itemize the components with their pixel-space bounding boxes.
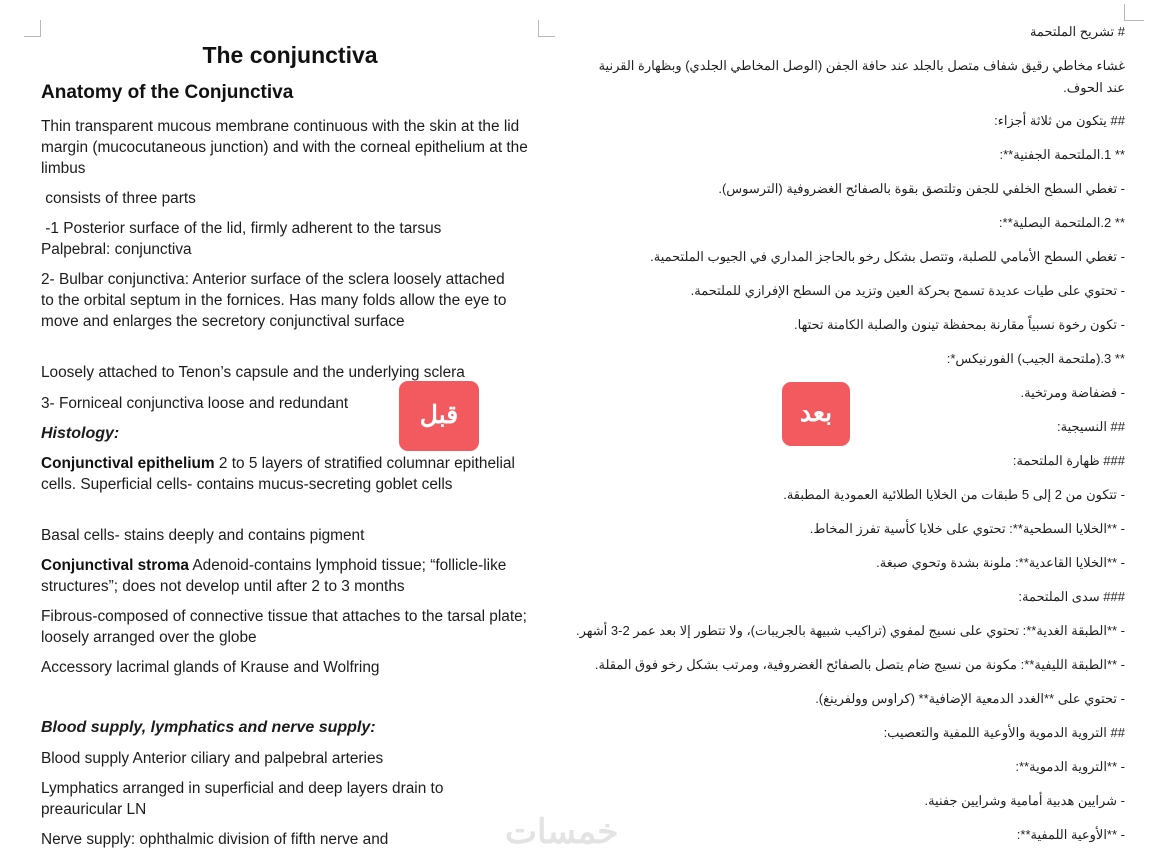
after-badge: بعد — [782, 382, 850, 446]
paragraph-blood: Blood supply Anterior ciliary and palpebral arteries — [41, 750, 384, 767]
paragraph-stroma — [41, 556, 531, 598]
paragraph-intro: Thin transparent mucous membrane continuous with the skin at the lid margin (mucocutaneous junction) and with the corneal epithelium at the limbus — [41, 118, 528, 177]
ar-line: - تحتوي على **الغدد الدمعية الإضافية** (كراوس وولفرينغ). — [815, 691, 1125, 706]
ar-line: - **التروية الدموية**: — [1015, 759, 1125, 774]
paragraph-lymphatics: Lymphatics arranged in superficial and deep layers drain to preauricular LN — [41, 780, 444, 818]
paragraph-epithelium — [41, 454, 541, 496]
ar-line: ### ظهارة الملتحمة: — [1012, 453, 1125, 468]
ar-line: - **الطبقة الغدية**: تحتوي على نسيج لمفوي (تراكيب شبيهة بالجريبات)، ولا تتطور إلا بعد عمر 2-3 أشهر. — [576, 623, 1125, 638]
ar-line: ** 2.الملتحمة البصلية**: — [998, 215, 1125, 230]
ar-line: - شرايين هدبية أمامية وشرايين جفنية. — [924, 793, 1125, 808]
histology-heading: Histology: — [41, 425, 120, 442]
ar-line: ## التروية الدموية والأوعية اللمفية والتعصيب: — [883, 725, 1125, 740]
paragraph-bulbar: 2- Bulbar conjunctiva: Anterior surface of the sclera loosely attached to the orbital septum in the fornices. Has many folds allow the eye to move and enlarges the secretory conjunctival surface — [41, 271, 507, 330]
ar-line: ** 3.(ملتحمة الجيب) الفورنيكس*: — [946, 351, 1125, 366]
epithelium-term: Conjunctival epithelium — [41, 455, 215, 472]
anatomy-heading: Anatomy of the Conjunctiva — [41, 82, 294, 103]
ar-line: - **الخلايا السطحية**: تحتوي على خلايا كأسية تفرز المخاط. — [809, 521, 1125, 536]
paragraph-forniceal: 3- Forniceal conjunctiva loose and redundant — [41, 395, 349, 412]
stroma-text: Adenoid-contains lymphoid tissue; “follicle-like structures”; does not develop until after 2 to 3 months — [41, 557, 507, 595]
paragraph-tenon: Loosely attached to Tenon’s capsule and the underlying sclera — [41, 364, 465, 381]
paragraph-fibrous: Fibrous-composed of connective tissue that attaches to the tarsal plate; loosely arranged over the globe — [41, 608, 527, 646]
blood-supply-heading: Blood supply, lymphatics and nerve supply: — [41, 719, 376, 736]
paragraph-nerve: Nerve supply: ophthalmic division of fifth nerve and — [41, 831, 389, 848]
ar-line: - تكون رخوة نسبياً مقارنة بمحفظة تينون والصلبة الكامنة تحتها. — [794, 317, 1125, 332]
ar-line: - تغطي السطح الخلفي للجفن وتلتصق بقوة بالصفائح الغضروفية (الترسوس). — [718, 181, 1125, 196]
paragraph-parts: consists of three parts — [41, 190, 196, 207]
ar-line: ## يتكون من ثلاثة أجزاء: — [994, 113, 1125, 128]
ar-line: ## النسيجية: — [1057, 419, 1125, 434]
stroma-term: Conjunctival stroma — [41, 557, 189, 574]
ar-line: ** 1.الملتحمة الجفنية**: — [999, 147, 1125, 162]
ar-line: غشاء مخاطي رقيق شفاف متصل بالجلد عند حافة الجفن (الوصل المخاطي الجلدي) وبظهارة القرنية عند الحوف. — [598, 58, 1125, 95]
ar-line: - فضفاضة ومرتخية. — [1020, 385, 1125, 400]
epithelium-text: 2 to 5 layers of stratified columnar epithelial cells. Superficial cells- contains mucus-secreting goblet cells — [41, 455, 515, 493]
ar-line: - **الأوعية اللمفية**: — [1016, 827, 1125, 842]
ar-line: - تغطي السطح الأمامي للصلبة، وتتصل بشكل رخو بالحاجز المداري في الجيوب الملتحمية. — [650, 249, 1125, 264]
ar-line: ### سدى الملتحمة: — [1018, 589, 1125, 604]
ar-line: - **الخلايا القاعدية**: ملونة بشدة وتحوي صبغة. — [876, 555, 1125, 570]
ar-line: # تشريح الملتحمة — [1029, 24, 1125, 39]
page-title: The conjunctiva — [202, 42, 378, 68]
arabic-page — [570, 0, 1152, 864]
ar-line: - تتكون من 2 إلى 5 طبقات من الخلايا الطلائية العمودية المطبقة. — [783, 487, 1125, 502]
ar-line: - تحتوي على طيات عديدة تسمح بحركة العين وتزيد من السطح الإفرازي للملتحمة. — [690, 283, 1125, 298]
ar-line: - **الطبقة الليفية**: مكونة من نسيج ضام يتصل بالصفائح الغضروفية، ومرتب بشكل رخو فوق المقلة. — [594, 657, 1125, 672]
paragraph-glands: Accessory lacrimal glands of Krause and Wolfring — [41, 659, 380, 676]
before-badge: قبل — [399, 381, 479, 451]
paragraph-palpebral: -1 Posterior surface of the lid, firmly adherent to the tarsus Palpebral: conjunctiva — [41, 220, 446, 258]
paragraph-basal: Basal cells- stains deeply and contains pigment — [41, 527, 365, 544]
watermark-logo: خمسات — [505, 813, 619, 851]
